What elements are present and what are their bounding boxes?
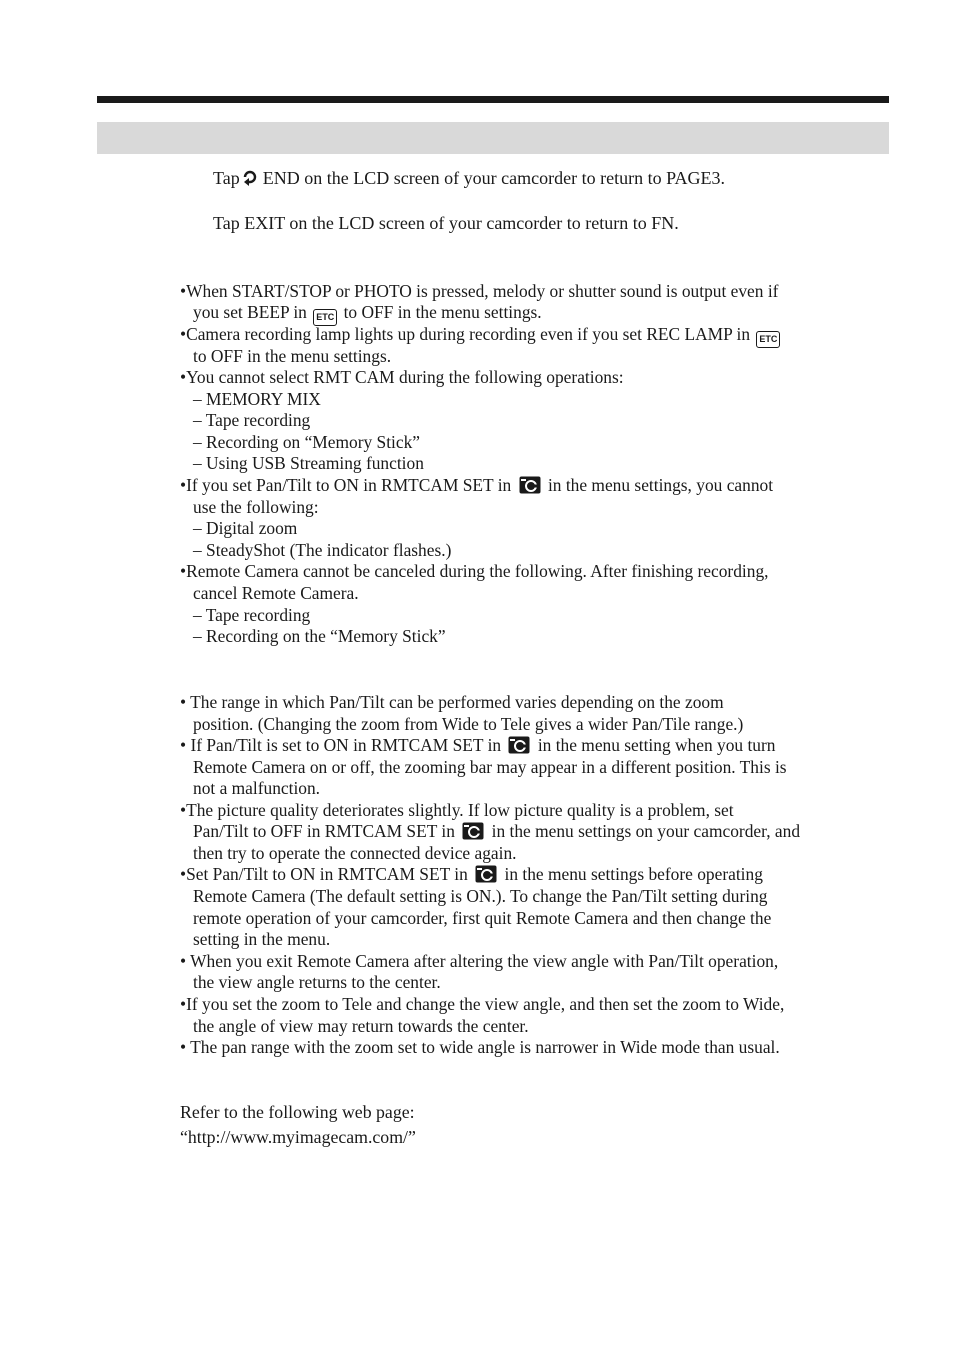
note-remote-cancel-line2: cancel Remote Camera. <box>193 583 359 603</box>
note-range-line2: position. (Changing the zoom from Wide to Tele gives a wider Pan/Tile range.) <box>193 714 744 734</box>
note-quality-line3: then try to operate the connected device again. <box>193 843 517 863</box>
note-range-line1: • The range in which Pan/Tilt can be performed varies depending on the zoom <box>180 692 724 712</box>
note-zoom-bar-line3: not a malfunction. <box>193 778 321 798</box>
return-arrow-icon <box>243 170 259 194</box>
note-exit-line2: the view angle returns to the center. <box>193 972 441 992</box>
note-tele-line1: •If you set the zoom to Tele and change the view angle, and then set the zoom to Wide, <box>180 994 785 1014</box>
note-pan-tilt-line2: use the following: <box>193 497 319 517</box>
note-quality-line1: •The picture quality deteriorates slightly. If low picture quality is a problem, set <box>180 800 734 820</box>
note-pan-tilt-line1: •If you set Pan/Tilt to ON in RMTCAM SET in in the menu settings, you cannot <box>180 475 773 500</box>
note-quality-line2: Pan/Tilt to OFF in RMTCAM SET in in the menu settings on your camcorder, and <box>193 821 800 846</box>
list-item: – Tape recording <box>193 605 311 625</box>
note-pan-range: • The pan range with the zoom set to wide angle is narrower in Wide mode than usual. <box>180 1037 780 1057</box>
note-zoom-bar-line2: Remote Camera on or off, the zooming bar may appear in a different position. This is <box>193 757 787 777</box>
step-return-fn: Tap EXIT on the LCD screen of your camcorder to return to FN. <box>213 213 679 233</box>
refer-text: Refer to the following web page: <box>180 1102 415 1122</box>
list-item: – MEMORY MIX <box>193 389 321 409</box>
note-tele-line2: the angle of view may return towards the center. <box>193 1016 529 1036</box>
list-item: – Digital zoom <box>193 518 298 538</box>
list-item: – Recording on the “Memory Stick” <box>193 626 446 646</box>
list-item: – Using USB Streaming function <box>193 453 424 473</box>
refer-url[interactable]: “http://www.myimagecam.com/” <box>180 1127 416 1147</box>
etc-menu-icon: ETC <box>756 331 780 348</box>
etc-menu-icon: ETC <box>313 309 337 326</box>
note-rec-lamp-line1: •Camera recording lamp lights up during recording even if you set REC LAMP in ETC <box>180 324 782 348</box>
list-item: – Tape recording <box>193 410 311 430</box>
camera-menu-icon <box>519 476 541 500</box>
note-default-line3: remote operation of your camcorder, first quit Remote Camera and then change the <box>193 908 772 928</box>
note-exit-line1: • When you exit Remote Camera after altering the view angle with Pan/Tilt operation, <box>180 951 779 971</box>
note-zoom-bar-line1: • If Pan/Tilt is set to ON in RMTCAM SET in in the menu setting when you turn <box>180 735 775 760</box>
step-return-page3: Tap END on the LCD screen of your camcorder to return to PAGE3. <box>213 168 725 194</box>
note-remote-cancel-line1: •Remote Camera cannot be canceled during the following. After finishing recording, <box>180 561 769 581</box>
note-beep-line2: you set BEEP in ETC to OFF in the menu settings. <box>193 302 542 326</box>
section-heading-band <box>97 122 889 154</box>
note-default-line2: Remote Camera (The default setting is ON.). To change the Pan/Tilt setting during <box>193 886 768 906</box>
note-beep-line1: •When START/STOP or PHOTO is pressed, melody or shutter sound is output even if <box>180 281 779 301</box>
list-item: – Recording on “Memory Stick” <box>193 432 420 452</box>
note-rmt-cam: •You cannot select RMT CAM during the following operations: <box>180 367 624 387</box>
list-item: – SteadyShot (The indicator flashes.) <box>193 540 452 560</box>
note-default-line1: •Set Pan/Tilt to ON in RMTCAM SET in in the menu settings before operating <box>180 864 763 889</box>
header-rule <box>97 96 889 103</box>
note-default-line4: setting in the menu. <box>193 929 331 949</box>
note-rec-lamp-line2: to OFF in the menu settings. <box>193 346 392 366</box>
